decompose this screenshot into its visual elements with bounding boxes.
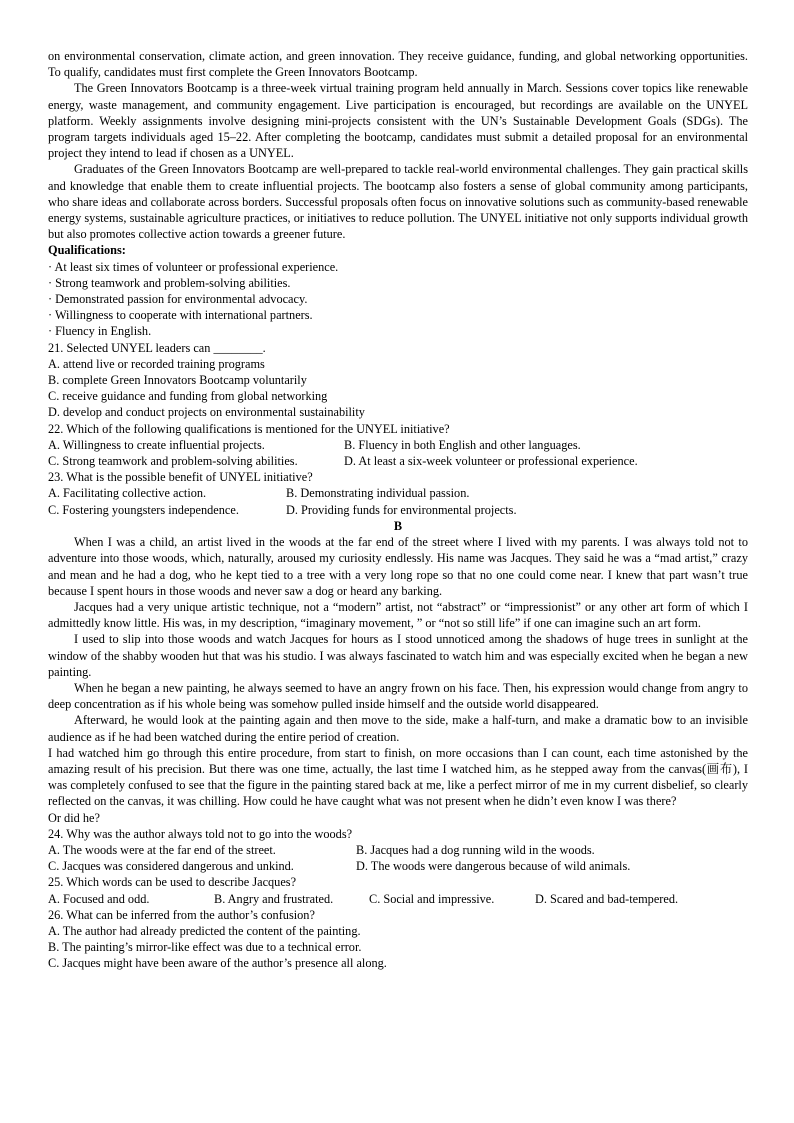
question-24-stem: 24. Why was the author always told not to go into the woods? bbox=[48, 826, 353, 841]
question-23-option-a: A. Facilitating collective action. bbox=[48, 486, 207, 501]
qualification-item: · Fluency in English. bbox=[48, 324, 152, 339]
passage-b-paragraph-4: When he began a new painting, he always seemed to have an angry frown on his face. Then, his expression would change from angry to deep concentration as if his whole being was somehow pulled inside himself and the outside world disappeared. bbox=[48, 680, 748, 712]
question-26-stem: 26. What can be inferred from the author’s confusion? bbox=[48, 907, 315, 922]
section-b-heading: B bbox=[393, 518, 403, 533]
question-23-option-d: D. Providing funds for environmental projects. bbox=[286, 502, 517, 517]
question-25-options-row bbox=[48, 891, 748, 907]
question-25-option-c: C. Social and impressive. bbox=[369, 891, 495, 906]
question-23-options-row-1 bbox=[48, 485, 748, 501]
question-22-option-b: B. Fluency in both English and other languages. bbox=[344, 437, 581, 452]
question-25-stem: 25. Which words can be used to describe Jacques? bbox=[48, 875, 297, 890]
question-26-option-c: C. Jacques might have been aware of the author’s presence all along. bbox=[48, 956, 387, 971]
passage-a-paragraph-3: Graduates of the Green Innovators Bootcamp are well-prepared to tackle real-world environmental challenges. They gain practical skills and knowledge that enable them to create influential projects. The bootcamp also fosters a sense of global community among participants, who share ideas and collaborate across borders. Successful proposals often focus on innovative solutions such as community-based renewable energy systems, sustainable agriculture practices, or initiatives to reduce pollution. The UNYEL initiative not only supports individual growth but also promotes collective action towards a greener future. bbox=[48, 162, 748, 242]
question-24-option-d: D. The woods were dangerous because of wild animals. bbox=[356, 859, 631, 874]
question-22-stem: 22. Which of the following qualifications is mentioned for the UNYEL initiative? bbox=[48, 421, 450, 436]
question-21-option-c: C. receive guidance and funding from global networking bbox=[48, 389, 328, 404]
passage-b-paragraph-3: I used to slip into those woods and watch Jacques for hours as I stood unnoticed among the shadows of huge trees in sunlight at the window of the shabby wooden hut that was his studio. I was always fascinated to watch him and was especially excited when he began a new painting. bbox=[48, 632, 748, 679]
question-21-option-a: A. attend live or recorded training programs bbox=[48, 356, 265, 371]
question-25-option-a: A. Focused and odd. bbox=[48, 891, 150, 906]
question-22-option-c: C. Strong teamwork and problem-solving abilities. bbox=[48, 454, 298, 469]
question-23-option-c: C. Fostering youngsters independence. bbox=[48, 502, 239, 517]
question-23-stem: 23. What is the possible benefit of UNYEL initiative? bbox=[48, 470, 313, 485]
question-21-option-b: B. complete Green Innovators Bootcamp voluntarily bbox=[48, 373, 307, 388]
question-21-option-d: D. develop and conduct projects on environmental sustainability bbox=[48, 405, 365, 420]
question-25-option-b: B. Angry and frustrated. bbox=[214, 891, 334, 906]
question-23-option-b: B. Demonstrating individual passion. bbox=[286, 486, 470, 501]
qualification-item: · Willingness to cooperate with international partners. bbox=[48, 308, 313, 323]
question-22-option-a: A. Willingness to create influential projects. bbox=[48, 437, 265, 452]
question-22-options-row-2 bbox=[48, 453, 748, 469]
passage-a-paragraph-2: The Green Innovators Bootcamp is a three-week virtual training program held annually in March. Sessions cover topics like renewable energy, waste management, and community engagement. Live participation is encouraged, but recordings are available on the UNYEL platform. Weekly assignments involve designing mini-projects consistent with the UN’s Sustainable Development Goals (SDGs). The program targets individuals aged 15–22. After completing the bootcamp, candidates must submit a detailed proposal for an environmental project they intend to lead if chosen as a UNYEL. bbox=[48, 81, 748, 161]
question-21-stem: 21. Selected UNYEL leaders can ________. bbox=[48, 340, 266, 355]
question-22-options-row-1 bbox=[48, 437, 748, 453]
qualification-item: · At least six times of volunteer or professional experience. bbox=[48, 259, 339, 274]
qualifications-heading: Qualifications: bbox=[48, 243, 126, 258]
qualification-item: · Demonstrated passion for environmental advocacy. bbox=[48, 292, 308, 307]
question-24-options-row-1 bbox=[48, 842, 748, 858]
question-23-options-row-2 bbox=[48, 502, 748, 518]
document-page bbox=[48, 48, 748, 972]
passage-b-paragraph-1: When I was a child, an artist lived in the woods at the far end of the street where I lived with my parents. I was always told not to adventure into those woods, which, naturally, aroused my curiosity endlessly. His name was Jacques. They said he was a “mad artist,” crazy and mean and he had a dog, who he kept tied to a tree with a very long rope so that no one could come near. I knew that part wasn’t true because I spent hours in those woods and never saw a dog or heard any barking. bbox=[48, 535, 748, 598]
question-26-option-b: B. The painting’s mirror-like effect was due to a technical error. bbox=[48, 940, 362, 955]
passage-b-paragraph-6: I had watched him go through this entire procedure, from start to finish, on more occasions than I can count, each time astonished by the amazing result of his precision. But there was one time, actually, the last time I watched him, as he stepped away from the canvas(画布), I was completely confused to see that the figure in the painting stared back at me, like a perfect mirror of me in my current disbelief, so clearly reflected on the canvas, it was chilling. How could he have caught what was not present when he didn’t even know I was there? bbox=[48, 745, 748, 809]
question-22-option-d: D. At least a six-week volunteer or professional experience. bbox=[344, 454, 638, 469]
question-26-option-a: A. The author had already predicted the content of the painting. bbox=[48, 923, 361, 938]
qualification-item: · Strong teamwork and problem-solving abilities. bbox=[48, 275, 291, 290]
passage-b-paragraph-5: Afterward, he would look at the painting again and then move to the side, make a half-turn, and make a dramatic bow to an invisible audience as if he had been watched during the entire period of creation. bbox=[48, 713, 748, 744]
question-24-option-b: B. Jacques had a dog running wild in the woods. bbox=[356, 842, 595, 857]
passage-a-paragraph-1: on environmental conservation, climate action, and green innovation. They receive guidance, funding, and global networking opportunities. To qualify, candidates must first complete the Green Innovators Bootcamp. bbox=[48, 49, 748, 80]
passage-b-paragraph-7: Or did he? bbox=[48, 810, 100, 825]
passage-b-paragraph-2: Jacques had a very unique artistic technique, not a “modern” artist, not “abstract” or “impressionist” or any other art form of which I admittedly know little. His was, in my description, “imaginary movement, ” or “not so still life” if one can imagine such an art form. bbox=[48, 599, 748, 631]
question-24-options-row-2 bbox=[48, 858, 748, 874]
question-25-option-d: D. Scared and bad-tempered. bbox=[535, 891, 679, 906]
question-24-option-c: C. Jacques was considered dangerous and unkind. bbox=[48, 859, 294, 874]
question-24-option-a: A. The woods were at the far end of the street. bbox=[48, 842, 276, 857]
